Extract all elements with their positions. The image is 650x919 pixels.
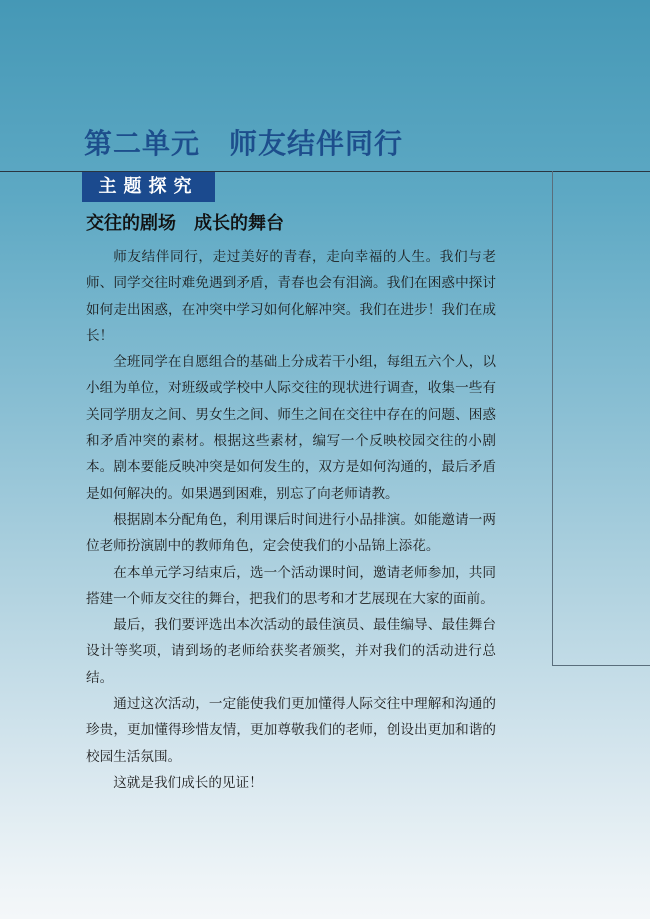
paragraph: 在本单元学习结束后，选一个活动课时间，邀请老师参加，共同搭建一个师友交往的舞台，把我们的思考和才艺展现在大家的面前。: [86, 564, 496, 607]
margin-column-bottom-border: [552, 665, 650, 666]
section-badge: 主题探究: [82, 172, 215, 202]
body-text: [86, 244, 496, 796]
unit-title: 第二单元 师友结伴同行: [84, 127, 404, 160]
margin-column-border: [552, 171, 553, 665]
paragraph: 全班同学在自愿组合的基础上分成若干小组，每组五六个人，以小组为单位，对班级或学校中人际交往的现状进行调查，收集一些有关同学朋友之间、男女生之间、师生之间在交往中存在的问题、困惑和矛盾冲突的素材。根据这些素材，编写一个反映校园交往的小剧本。剧本要能反映冲突是如何发生的，双方是如何沟通的，最后矛盾是如何解决的。如果遇到困难，别忘了向老师请教。: [86, 354, 496, 502]
paragraph: 最后，我们要评选出本次活动的最佳演员、最佳编导、最佳舞台设计等奖项，请到场的老师给获奖者颁奖，并对我们的活动进行总结。: [86, 617, 496, 686]
paragraph: 根据剧本分配角色，利用课后时间进行小品排演。如能邀请一两位老师扮演剧中的教师角色，定会使我们的小品锦上添花。: [86, 511, 496, 555]
paragraph: 通过这次活动，一定能使我们更加懂得人际交往中理解和沟通的珍贵，更加懂得珍惜友情，更加尊敬我们的老师，创设出更加和谐的校园生活氛围。: [86, 696, 496, 765]
paragraph: 师友结伴同行，走过美好的青春，走向幸福的人生。我们与老师、同学交往时难免遇到矛盾，青春也会有泪滴。我们在困惑中探讨如何走出困惑，在冲突中学习如何化解冲突。我们在进步！我们在成长！: [86, 249, 496, 344]
paragraph: 这就是我们成长的见证！: [113, 774, 263, 791]
section-subtitle: 交往的剧场 成长的舞台: [86, 213, 284, 234]
